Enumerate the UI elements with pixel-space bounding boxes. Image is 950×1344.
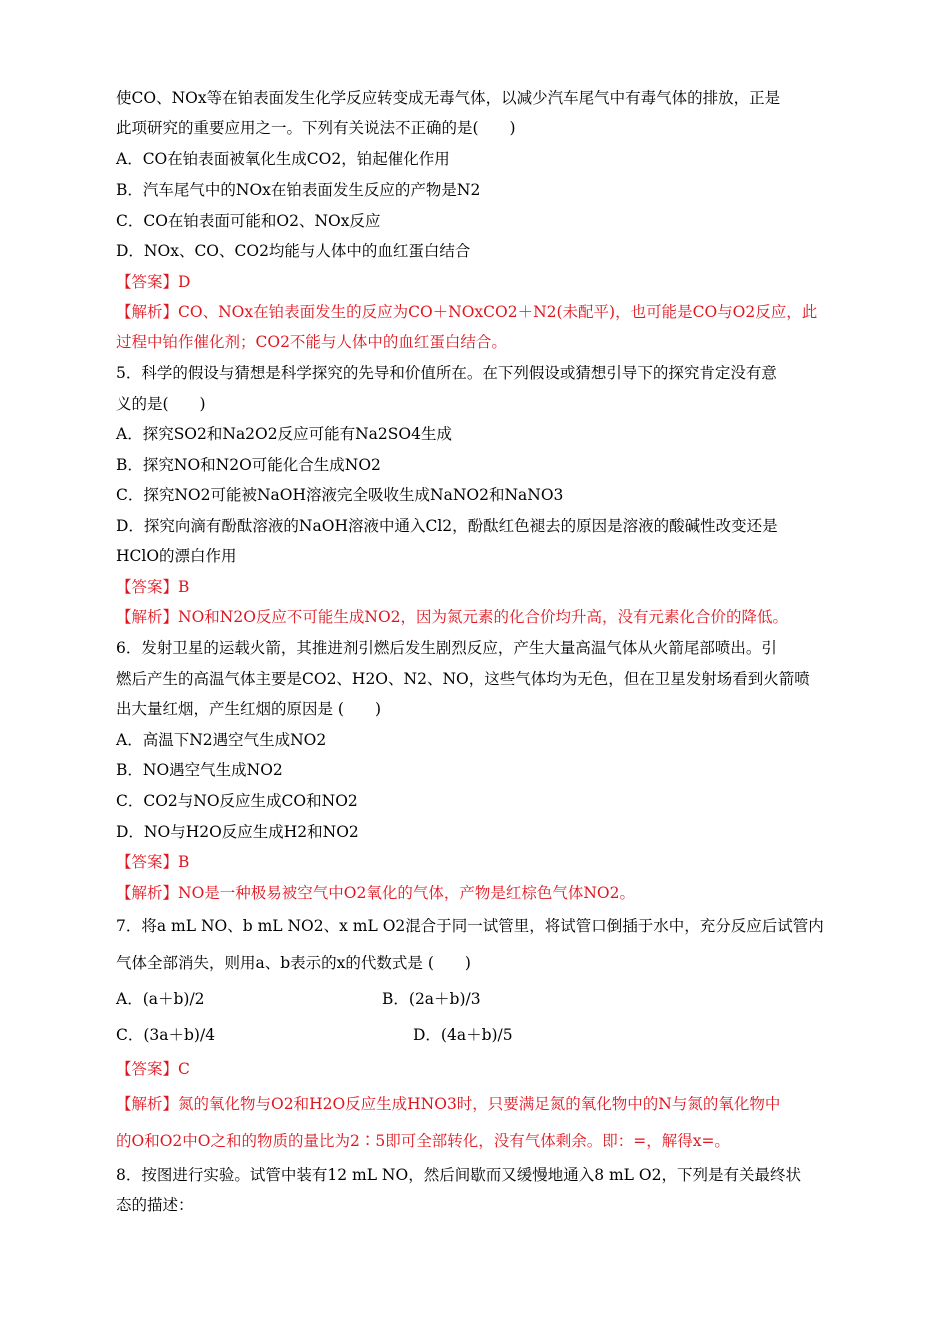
q4-stem-line-1: 使CO、NOx等在铂表面发生化学反应转变成无毒气体，以减少汽车尾气中有毒气体的排放，正是 bbox=[116, 89, 781, 107]
q6-option-b: B．NO遇空气生成NO2 bbox=[116, 761, 283, 779]
q7-answer: 【答案】C bbox=[116, 1060, 190, 1078]
q4-option-d: D．NOx、CO、CO2均能与人体中的血红蛋白结合 bbox=[116, 242, 471, 260]
q5-option-b: B．探究NO和N2O可能化合生成NO2 bbox=[116, 456, 381, 474]
q7-stem-line-2: 气体全部消失，则用a、b表示的x的代数式是 ( ) bbox=[116, 954, 471, 972]
q4-option-b: B．汽车尾气中的NOx在铂表面发生反应的产物是N2 bbox=[116, 181, 481, 199]
q6-stem-line-1: 6．发射卫星的运载火箭，其推进剂引燃后发生剧烈反应，产生大量高温气体从火箭尾部喷出。引 bbox=[116, 639, 777, 657]
q4-analysis-line-2: 过程中铂作催化剂；CO2不能与人体中的血红蛋白结合。 bbox=[116, 333, 507, 351]
q6-option-a: A．高温下N2遇空气生成NO2 bbox=[116, 731, 327, 749]
q5-option-a: A．探究SO2和Na2O2反应可能有Na2SO4生成 bbox=[116, 425, 452, 443]
q7-analysis-line-1: 【解析】氮的氧化物与O2和H2O反应生成HNO3时，只要满足氮的氧化物中的N与氮的氧化物中 bbox=[116, 1095, 781, 1113]
q5-option-d-line-2: HClO的漂白作用 bbox=[116, 547, 237, 565]
q7-option-b: B．(2a＋b)/3 bbox=[382, 990, 481, 1008]
q6-option-d: D．NO与H2O反应生成H2和NO2 bbox=[116, 823, 359, 841]
q6-answer: 【答案】B bbox=[116, 853, 190, 871]
q4-option-a: A．CO在铂表面被氧化生成CO2，铂起催化作用 bbox=[116, 150, 450, 168]
q7-option-c: C．(3a＋b)/4 bbox=[116, 1026, 216, 1044]
q5-stem-line-2: 义的是( ) bbox=[116, 395, 206, 413]
q7-analysis-line-2: 的O和O2中O之和的物质的量比为2∶5即可全部转化，没有气体剩余。即：=，解得x=。 bbox=[116, 1132, 730, 1150]
q6-option-c: C．CO2与NO反应生成CO和NO2 bbox=[116, 792, 358, 810]
q5-option-c: C．探究NO2可能被NaOH溶液完全吸收生成NaNO2和NaNO3 bbox=[116, 486, 564, 504]
q7-stem-line-1: 7．将a mL NO、b mL NO2、x mL O2混合于同一试管里，将试管口倒插于水中，充分反应后试管内 bbox=[116, 917, 824, 935]
q4-answer: 【答案】D bbox=[116, 273, 191, 291]
q4-option-c: C．CO在铂表面可能和O2、NOx反应 bbox=[116, 212, 381, 230]
q6-stem-line-2: 燃后产生的高温气体主要是CO2、H2O、N2、NO，这些气体均为无色，但在卫星发射场看到火箭喷 bbox=[116, 670, 810, 688]
q6-analysis: 【解析】NO是一种极易被空气中O2氧化的气体，产物是红棕色气体NO2。 bbox=[116, 884, 635, 902]
q4-analysis-line-1: 【解析】CO、NOx在铂表面发生的反应为CO＋NOxCO2＋N2(未配平)，也可能是CO与O2反应，此 bbox=[116, 303, 818, 321]
q4-stem-line-2: 此项研究的重要应用之一。下列有关说法不正确的是( ) bbox=[116, 119, 516, 137]
q5-option-d-line-1: D．探究向滴有酚酞溶液的NaOH溶液中通入Cl2，酚酞红色褪去的原因是溶液的酸碱性改变还是 bbox=[116, 517, 778, 535]
q7-option-a: A．(a＋b)/2 bbox=[116, 990, 205, 1008]
q5-stem-line-1: 5．科学的假设与猜想是科学探究的先导和价值所在。在下列假设或猜想引导下的探究肯定没有意 bbox=[116, 364, 777, 382]
q7-option-d: D．(4a＋b)/5 bbox=[413, 1026, 513, 1044]
q8-stem-line-1: 8．按图进行实验。试管中装有12 mL NO，然后间歇而又缓慢地通入8 mL O2，下列是有关最终状 bbox=[116, 1166, 801, 1184]
q8-stem-line-2: 态的描述： bbox=[116, 1196, 194, 1214]
q6-stem-line-3: 出大量红烟，产生红烟的原因是 ( ) bbox=[116, 700, 382, 718]
q5-answer: 【答案】B bbox=[116, 578, 190, 596]
q5-analysis: 【解析】NO和N2O反应不可能生成NO2，因为氮元素的化合价均升高，没有元素化合价的降低。 bbox=[116, 608, 789, 626]
